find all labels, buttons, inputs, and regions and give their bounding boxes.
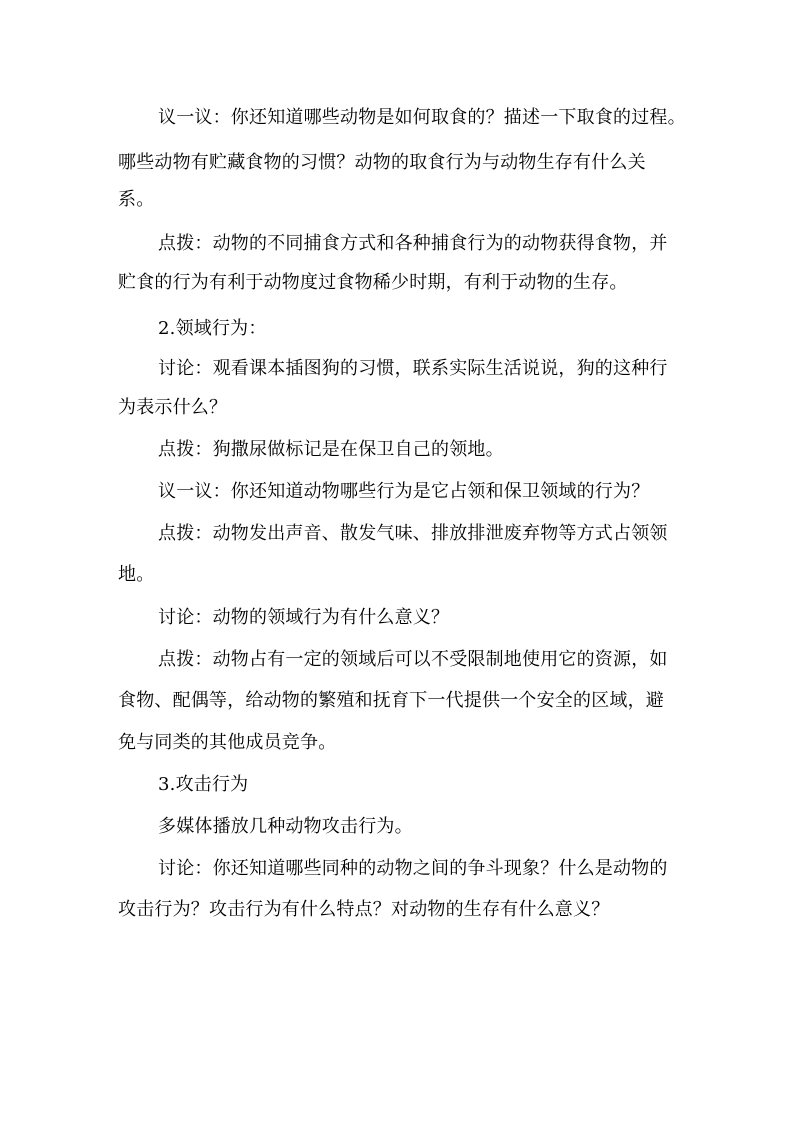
text-line: 点拨：动物发出声音、散发气味、排放排泄废弃物等方式占领领 — [158, 523, 668, 544]
text-line: 多媒体播放几种动物攻击行为。 — [158, 816, 413, 837]
text-line: 系。 — [118, 189, 155, 210]
section-heading: 3.攻击行为 — [158, 774, 249, 795]
text-line: 地。 — [118, 564, 155, 585]
text-line: 议一议：你还知道动物哪些行为是它占领和保卫领域的行为？ — [158, 481, 650, 502]
text-line: 讨论：观看课本插图狗的习惯，联系实际生活说说，狗的这种行 — [158, 358, 668, 379]
text-line: 议一议：你还知道哪些动物是如何取食的？描述一下取食的过程。 — [158, 107, 686, 128]
text-line: 点拨：狗撒尿做标记是在保卫自己的领地。 — [158, 439, 504, 460]
section-heading: 2.领域行为： — [158, 318, 267, 339]
text-line: 讨论：动物的领域行为有什么意义？ — [158, 607, 450, 628]
text-line: 哪些动物有贮藏食物的习惯？动物的取食行为与动物生存有什么关 — [118, 152, 646, 173]
text-line: 讨论：你还知道哪些同种的动物之间的争斗现象？什么是动物的 — [158, 858, 668, 879]
text-line: 食物、配偶等，给动物的繁殖和抚育下一代提供一个安全的区域，避 — [118, 690, 664, 711]
text-line: 点拨：动物的不同捕食方式和各种捕食行为的动物获得食物，并 — [158, 233, 668, 254]
text-line: 点拨：动物占有一定的领域后可以不受限制地使用它的资源，如 — [158, 649, 668, 670]
text-line: 免与同类的其他成员竞争。 — [118, 732, 337, 753]
text-line: 为表示什么？ — [118, 397, 228, 418]
text-line: 贮食的行为有利于动物度过食物稀少时期，有利于动物的生存。 — [118, 272, 628, 293]
text-line: 攻击行为？攻击行为有什么特点？对动物的生存有什么意义？ — [118, 899, 610, 920]
